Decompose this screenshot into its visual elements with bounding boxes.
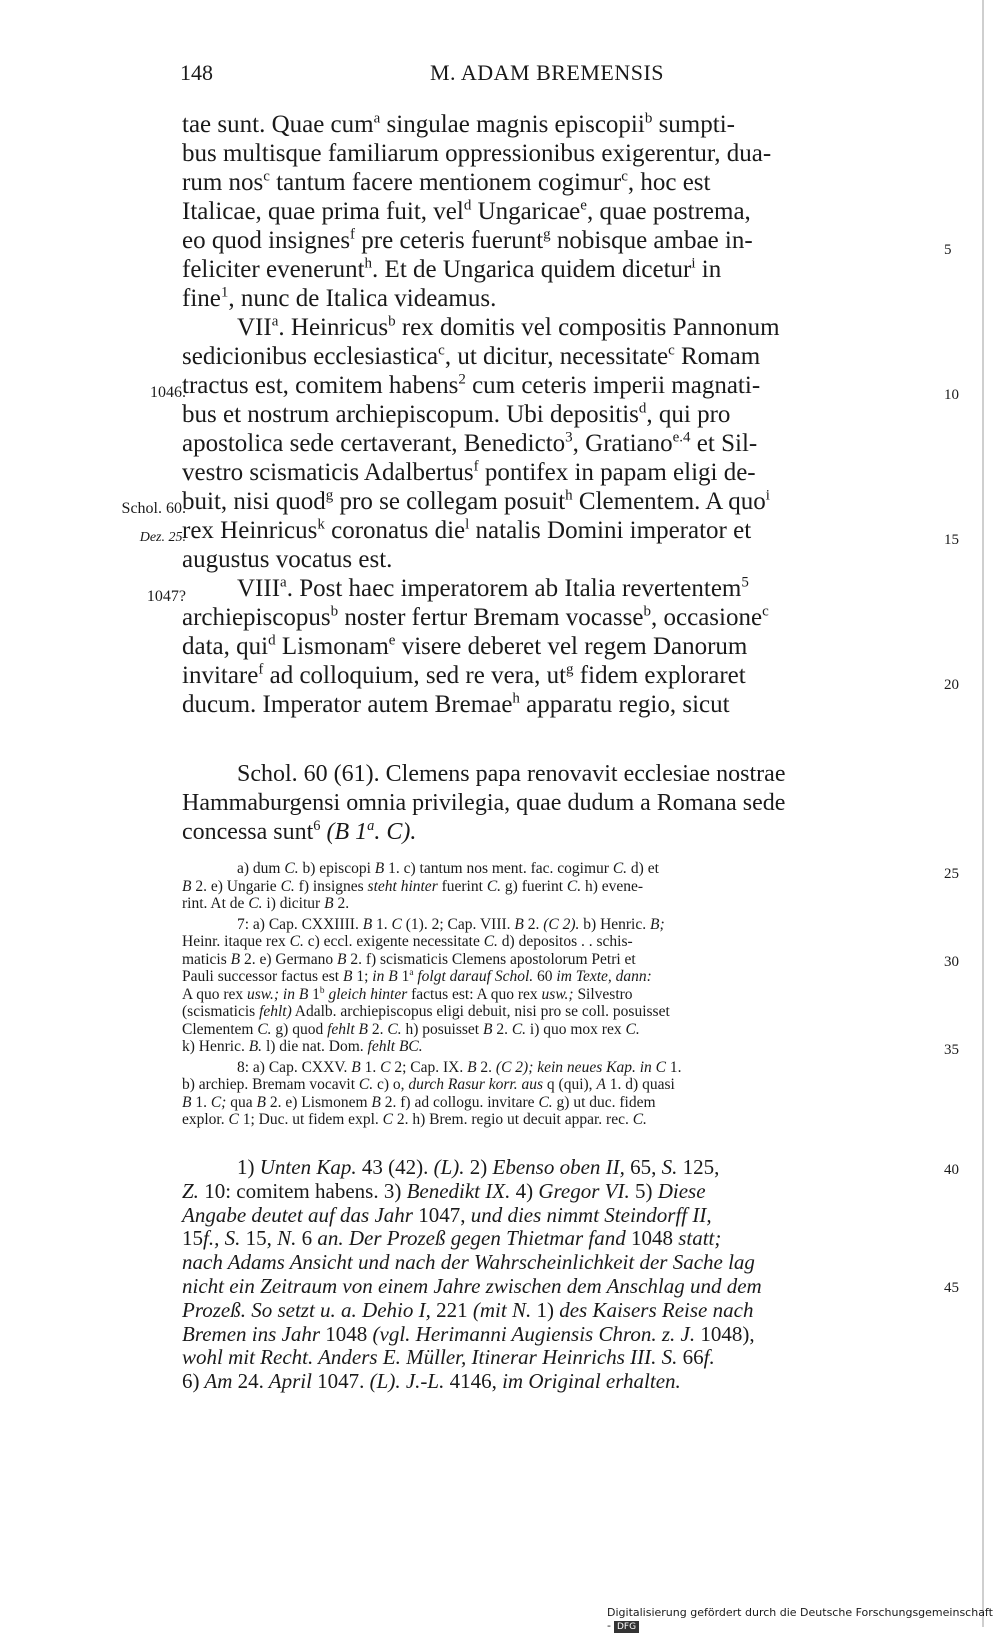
text-line: Italicae, quae prima fuit, vel$^d$ Ungaricae$^e$, quae postrema,: [182, 197, 751, 225]
apparatus-line: b) archiep. Bremam vocavit C. c) o, durch Rasur korr. aus q (qui), A 1. d) quasi: [182, 1076, 675, 1093]
apparatus-line: 8: a) Cap. CXXV. B 1. C 2; Cap. IX. B 2. (C 2); kein neues Kap. in C 1.: [237, 1058, 682, 1076]
apparatus-line: 7: a) Cap. CXXIIII. B 1. C (1). 2; Cap. VIII. B 2. (C 2). b) Henric. B;: [237, 915, 665, 933]
running-title: M. ADAM BREMENSIS: [430, 60, 665, 85]
line-number: 40: [944, 1162, 959, 1178]
margin-year: 1046.: [150, 384, 186, 401]
text-line: data, qui$^d$ Lismonam$^e$ visere deberet vel regem Danorum: [182, 632, 748, 660]
text-line: apostolica sede certaverant, Benedicto$^3$, Gratiano$^{e.4}$ et Sil-: [182, 429, 758, 457]
footnote-line: Angabe deutet auf das Jahr 1047, und dies nimmt Steindorff II,: [182, 1202, 712, 1227]
apparatus-line: (scismaticis fehlt) Adalb. archiepiscopus eligi debuit, nisi pro se coll. posuisset: [182, 1003, 670, 1020]
text-line: feliciter evenerunt$^h$. Et de Ungarica quidem dicetur$^i$ in: [182, 255, 722, 283]
line-number: 5: [944, 242, 952, 258]
text-line: bus multisque familiarum oppressionibus exigerentur, dua-: [182, 140, 772, 167]
text-line: rex Heinricus$^k$ coronatus die$^l$ natalis Domini imperator et: [182, 516, 752, 544]
text-line: rum nos$^c$ tantum facere mentionem cogimur$^c$, hoc est: [182, 168, 711, 196]
footnote-line: 15f., S. 15, N. 6 an. Der Prozeß gegen Thietmar fand 1048 statt;: [182, 1226, 722, 1251]
critical-apparatus: [182, 860, 934, 1129]
text-line: eo quod insignes$^f$ pre ceteris fuerunt$^g$ nobisque ambae in-: [182, 226, 753, 254]
line-number: 10: [944, 387, 959, 403]
dfg-logo: DFG: [614, 1621, 639, 1633]
scholion-line: Hammaburgensi omnia privilegia, quae dudum a Romana sede: [182, 790, 786, 816]
page-edge-shadow: [982, 0, 984, 1627]
footnote-line: Z. 10: comitem habens. 3) Benedikt IX. 4) Gregor VI. 5) Diese: [182, 1178, 706, 1203]
apparatus-line: explor. C 1; Duc. ut fidem expl. C 2. h) Brem. regio ut decuit appar. rec. C.: [182, 1111, 647, 1128]
text-line: vestro scismaticis Adalbertus$^f$ pontifex in papam eligi de-: [182, 458, 756, 486]
margin-date: Dez. 25.: [139, 530, 186, 545]
digitization-footer: [607, 1606, 1000, 1633]
text-line: VIII$^a$. Post haec imperatorem ab Italia revertentem$^5$: [237, 574, 749, 602]
text-line: buit, nisi quod$^g$ pro se collegam posuit$^h$ Clementem. A quo$^i$: [182, 487, 770, 515]
text-line: VII$^a$. Heinricus$^b$ rex domitis vel compositis Pannonum: [237, 313, 780, 341]
page-number: 148: [180, 60, 213, 85]
apparatus-line: rint. At de C. i) dicitur B 2.: [182, 895, 350, 912]
line-number: 35: [944, 1042, 959, 1058]
footnote-line: nach Adams Ansicht und nach der Wahrscheinlichkeit der Sache lag: [182, 1250, 755, 1275]
line-number: 25: [944, 866, 959, 882]
line-number: 45: [944, 1280, 959, 1296]
line-number: 30: [944, 954, 959, 970]
text-line: sedicionibus ecclesiastica$^c$, ut dicitur, necessitate$^c$ Romam: [182, 342, 761, 370]
line-number: 15: [944, 532, 959, 548]
text-line: archiepiscopus$^b$ noster fertur Bremam vocasse$^b$, occasione$^c$: [182, 603, 769, 631]
scholion-line: Schol. 60 (61). Clemens papa renovavit ecclesiae nostrae: [237, 761, 786, 787]
main-text: [182, 110, 934, 719]
text-line: invitare$^f$ ad colloquium, sed re vera, $ut^g$ fidem exploraret: [182, 661, 746, 689]
footnote-line: 1) Unten Kap. 43 (42). (L). 2) Ebenso oben II, 65, S. 125,: [237, 1155, 720, 1179]
text-line: bus et nostrum archiepiscopum. Ubi depositis$^d$, qui pro: [182, 400, 731, 428]
footnote-line: nicht ein Zeitraum von einem Jahre zwischen dem Anschlag und dem: [182, 1273, 762, 1298]
apparatus-line: Heinr. itaque rex C. c) eccl. exigente necessitate C. d) depositos . . schis-: [182, 933, 633, 950]
footnote-line: Bremen ins Jahr 1048 (vgl. Herimanni Augiensis Chron. z. J. 1048),: [182, 1321, 755, 1346]
footnotes: [182, 1156, 934, 1394]
text-line: ducum. Imperator autem Bremae$^h$ apparatu regio, sicut: [182, 690, 730, 718]
apparatus-line: maticis B 2. e) Germano B 2. f) scismaticis Clemens apostolorum Petri et: [182, 950, 636, 968]
apparatus-line: A quo rex usw.; in B 1$^b$ gleich hinter factus est: A quo rex usw.; Silvestro: [182, 985, 633, 1003]
text-line: tae sunt. Quae cum$^a$ singulae magnis episcopii$^b$ sumpti-: [182, 110, 735, 138]
apparatus-line: Pauli successor factus est B 1; in B 1$^a$ folgt darauf Schol. 60 im Texte, dann:: [182, 967, 652, 985]
text-line: tractus est, comitem habens$^2$ cum ceteris imperii magnati-: [182, 371, 761, 399]
apparatus-line: a) dum C. b) episcopi B 1. c) tantum nos ment. fac. cogimur C. d) et: [237, 860, 659, 877]
scholion: [182, 760, 934, 847]
margin-scholion-ref: Schol. 60.: [121, 500, 186, 517]
page-header: [180, 52, 932, 92]
line-number: 20: [944, 677, 959, 693]
apparatus-line: B 2. e) Ungarie C. f) insignes steht hinter fuerint C. g) fuerint C. h) evene-: [182, 877, 644, 895]
text-line: fine$^1$, nunc de Italica videamus.: [182, 284, 497, 312]
footnote-line: 6) Am 24. April 1047. (L). J.-L. 4146, im Original erhalten.: [182, 1369, 681, 1394]
footnote-line: Prozeß. So setzt u. a. Dehio I, 221 (mit N. 1) des Kaisers Reise nach: [182, 1297, 754, 1322]
text-line: augustus vocatus est.: [182, 546, 393, 573]
apparatus-line: Clementem C. g) quod fehlt B 2. C. h) posuisset B 2. C. i) quo mox rex C.: [182, 1020, 640, 1038]
apparatus-line: k) Henric. B. l) die nat. Dom. fehlt BC.: [182, 1038, 423, 1055]
footnote-line: wohl mit Recht. Anders E. Müller, Itinerar Heinrichs III. S. 66f.: [182, 1345, 715, 1370]
margin-year: 1047?: [146, 588, 186, 605]
scholion-line: concessa sunt$^6$ (B 1$^a$. C).: [182, 818, 417, 845]
apparatus-line: B 1. C; qua B 2. e) Lismonem B 2. f) ad collogu. invitare C. g) ut duc. fidem: [182, 1093, 656, 1111]
footer-text: Digitalisierung gefördert durch die Deutsche Forschungsgemeinschaft -: [607, 1606, 993, 1632]
